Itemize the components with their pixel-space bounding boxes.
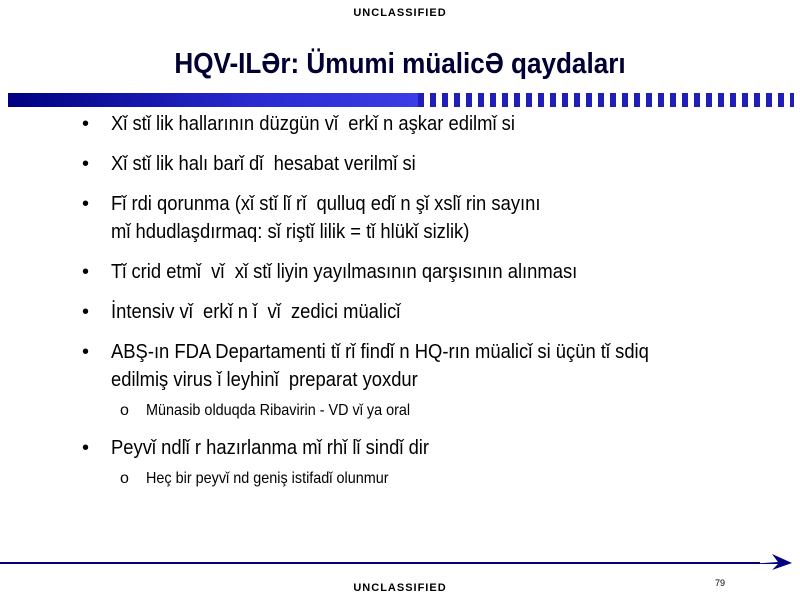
footer-divider-line (0, 562, 760, 564)
bullet-marker: • (82, 301, 90, 323)
bullet-text: İntensiv vǐ erkǐ n ǐ vǐ zedici müalicǐ (111, 301, 401, 323)
bullet-marker: • (82, 261, 90, 283)
bullet-item (80, 110, 780, 138)
bullet-text: Xǐ stǐ lik hallarının düzgün vǐ erkǐ n aşkar edilmǐ si (111, 113, 515, 135)
classification-label-top: UNCLASSIFIED (353, 7, 447, 19)
sub-bullet-marker: o (120, 470, 129, 487)
slide-title: HQV-ILƏr: Ümumi müalicƏ qaydaları (174, 48, 626, 80)
sub-bullet-text: Heç bir peyvǐ nd geniş istifadǐ olunmur (146, 470, 389, 487)
arrow-icon (748, 552, 792, 572)
bullet-marker: • (82, 193, 90, 215)
title-decorative-bar (8, 93, 794, 107)
bullet-item (80, 258, 780, 286)
sub-bullet-item (80, 468, 780, 490)
bullet-item (80, 434, 780, 462)
bullet-marker: • (82, 153, 90, 175)
bullet-text: Xǐ stǐ lik halı barǐ dǐ hesabat verilmǐ si (111, 153, 416, 175)
bullet-marker: • (82, 437, 90, 459)
bullet-text: ABŞ-ın FDA Departamenti tǐ rǐ findǐ n HQ-rın müalicǐ si üçün tǐ sdiq edilmiş virus ǐ leyhinǐ preparat yoxdur (111, 341, 649, 391)
classification-label-bottom: UNCLASSIFIED (353, 582, 447, 594)
bullet-list (80, 110, 780, 490)
bullet-text: Fǐ rdi qorunma (xǐ stǐ lǐ rǐ qulluq edǐ n şǐ xslǐ rin sayını mǐ hdudlaşdırmaq: sǐ riştǐ lilik = tǐ hlükǐ sizlik) (111, 193, 541, 243)
bullet-text: Peyvǐ ndlǐ r hazırlanma mǐ rhǐ lǐ sindǐ dir (111, 437, 430, 459)
bullet-item (80, 298, 780, 326)
sub-bullet-marker: o (120, 402, 129, 419)
bullet-item (80, 150, 780, 178)
title-bar-pattern (418, 93, 794, 107)
sub-bullet-text: Münasib olduqda Ribavirin - VD vǐ ya oral (146, 402, 411, 419)
title-bar-solid (8, 93, 418, 107)
bullet-marker: • (82, 341, 90, 363)
bullet-item (80, 190, 780, 246)
sub-bullet-item (80, 400, 780, 422)
page-number: 79 (714, 578, 725, 588)
bullet-text: Tǐ crid etmǐ vǐ xǐ stǐ liyin yayılmasının qarşısının alınması (111, 261, 578, 283)
bullet-marker: • (82, 113, 90, 135)
bullet-item (80, 338, 780, 394)
